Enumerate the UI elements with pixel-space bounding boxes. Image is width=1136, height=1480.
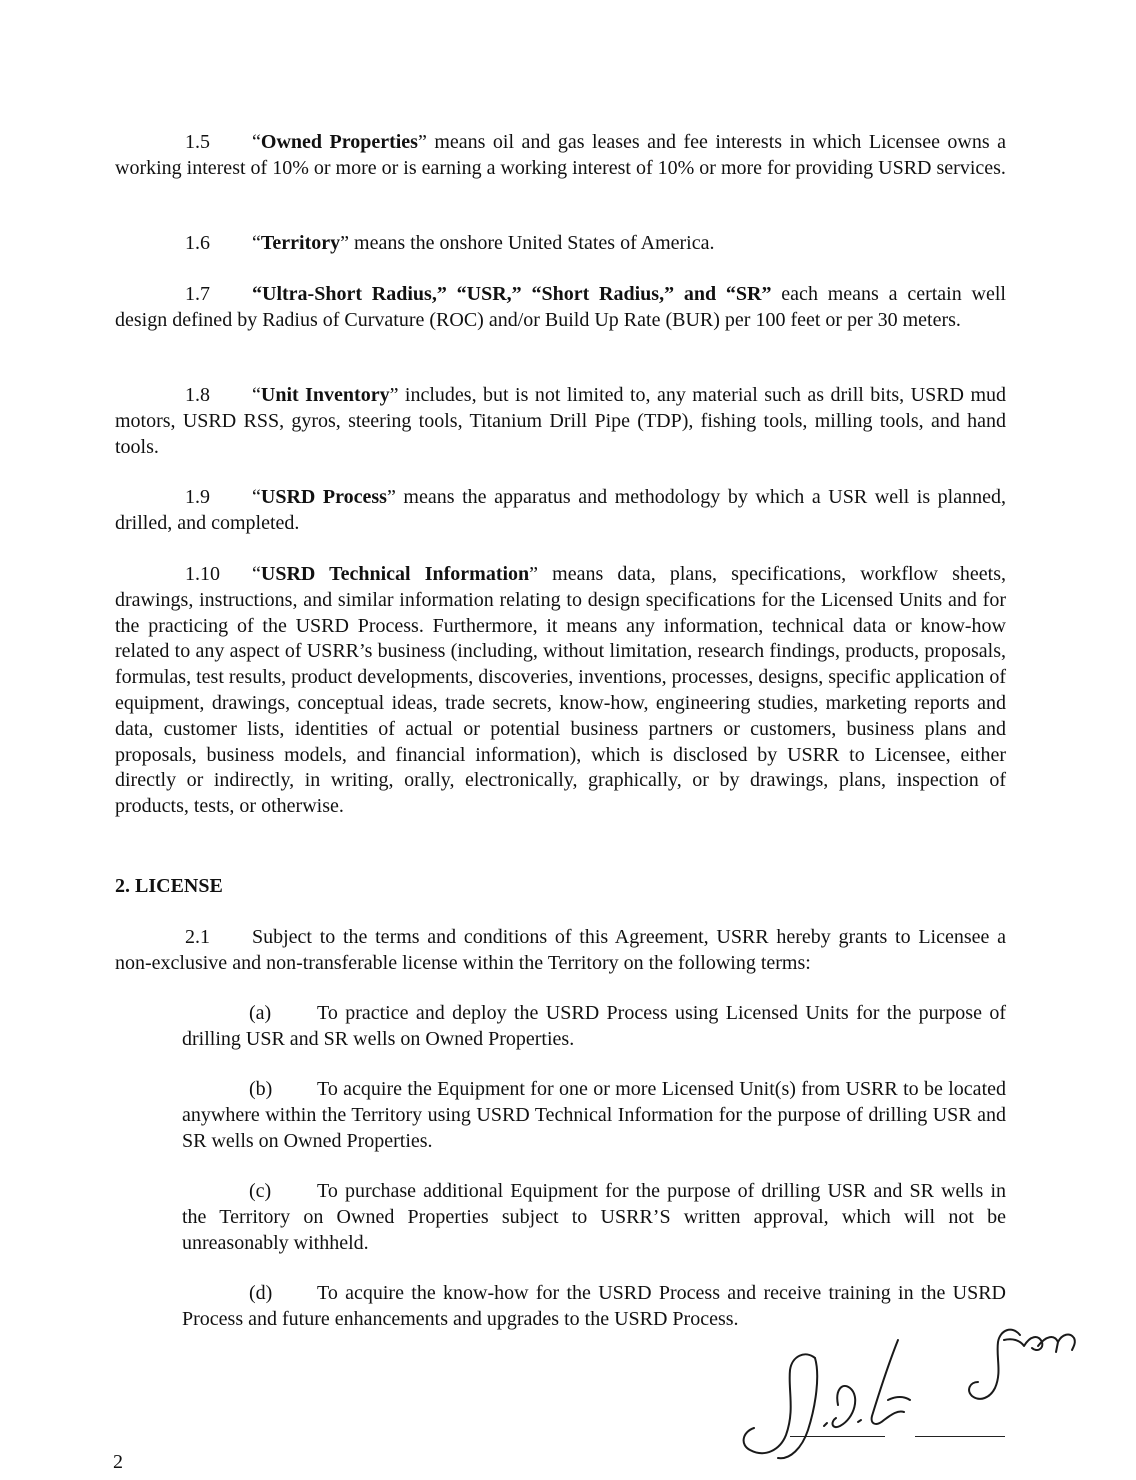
defined-term: Owned Properties (260, 131, 418, 153)
section-number: 1.8 (185, 384, 210, 406)
item-text: To purchase additional Equipment for the purpose of drilling USR and SR wells in the Territory on Owned Properties subject to USRR’S written approval, which will not be unreasonably withheld. (182, 1180, 1006, 1254)
section-text: means oil and gas leases and fee interests in which Licensee owns a working interest of 10% or more or is earning a working interest of 10% or more for providing USRD services. (115, 131, 1006, 179)
section-heading-license: 2. LICENSE (115, 875, 223, 897)
license-item-a (182, 1001, 1006, 1053)
item-text: To practice and deploy the USRD Process using Licensed Units for the purpose of drilling USR and SR wells on Owned Properties. (182, 1002, 1006, 1050)
section-number: 1.7 (185, 283, 210, 305)
defined-term: USRD Technical Information (260, 563, 530, 585)
section-text: means the apparatus and methodology by which a USR well is planned, drilled, and completed. (115, 486, 1006, 534)
defined-term: Unit Inventory (260, 384, 390, 406)
section-1-6: 1.6 “Territory” means the onshore United States of America. (115, 231, 1006, 257)
section-1-9: 1.9 “USRD Process” means the apparatus and methodology by which a USR well is planned, drilled, and completed. (115, 486, 1006, 534)
defined-term: Territory (260, 232, 341, 254)
section-number: 1.10 (185, 563, 220, 585)
section-text: each means a certain well design defined by Radius of Curvature (ROC) and/or Build Up Rate (BUR) per 100 feet or per 30 meters. (115, 283, 1006, 331)
section-number: 1.9 (185, 486, 210, 508)
section-text: includes, but is not limited to, any material such as drill bits, USRD mud motors, USRD RSS, gyros, steering tools, Titanium Drill Pipe (TDP), fishing tools, milling tools, and hand tools. (115, 384, 1006, 458)
section-1-7 (115, 282, 1006, 334)
section-number: 1.6 (185, 232, 210, 254)
section-text: means the onshore United States of America. (349, 232, 715, 254)
item-label: (c) (249, 1180, 272, 1202)
section-number: 1.5 (185, 131, 210, 153)
section-1-5: 1.5 “Owned Properties” means oil and gas leases and fee interests in which Licensee owns a working interest of 10% or more or is earning a working interest of 10% or more for providing USRD services. (115, 131, 1006, 179)
section-1-10: 1.10 “USRD Technical Information” means data, plans, specifications, workflow sheets, drawings, instructions, and similar information relating to design specifications for the Licensed Units and for the practicing of the USRD Process. Furthermore, it means any information, technical data or know-how related to any aspect of USRR’s business (including, without limitation, research findings, products, proposals, formulas, test results, product developments, discoveries, inventions, processes, designs, specific application of equipment, drawings, conceptual ideas, trade secrets, know-how, engineering studies, marketing reports and data, customer lists, identities of actual or potential business partners or customers, business plans and proposals, business models, and financial information), which is disclosed by USRR to Licensee, either directly or indirectly, in writing, orally, electronically, graphically, or by drawings, plans, inspection of products, tests, or otherwise. (115, 563, 1006, 818)
handwritten-initials-signature (720, 1300, 1100, 1480)
section-text: Subject to the terms and conditions of this Agreement, USRR hereby grants to Licensee a non-exclusive and non-transferable license within the Territory on the following terms: (115, 926, 1006, 974)
defined-term: USRD Process (260, 486, 387, 508)
item-text: To acquire the know-how for the USRD Process and receive training in the USRD Process and future enhancements and upgrades to the USRD Process. (182, 1282, 1006, 1330)
item-label: (b) (249, 1078, 273, 1100)
section-text: means data, plans, specifications, workflow sheets, drawings, instructions, and similar information relating to design specifications for the Licensed Units and for the practicing of the USRD Process. Furthermore, it means any information, technical data or know-how related to any aspect of USRR’s business (including, without limitation, research findings, products, proposals, formulas, test results, product developments, discoveries, inventions, processes, designs, specific application of equipment, drawings, conceptual ideas, trade secrets, know-how, engineering studies, marketing reports and data, customer lists, identities of actual or potential business partners or customers, business plans and proposals, business models, and financial information), which is disclosed by USRR to Licensee, either directly or indirectly, in writing, orally, electronically, graphically, or by drawings, plans, inspection of products, tests, or otherwise. (115, 563, 1006, 818)
section-number: 2.1 (185, 926, 210, 948)
license-item-c (182, 1179, 1006, 1256)
initials-area (720, 1300, 1100, 1480)
section-1-8: 1.8 “Unit Inventory” includes, but is not limited to, any material such as drill bits, USRD mud motors, USRD RSS, gyros, steering tools, Titanium Drill Pipe (TDP), fishing tools, milling tools, and hand tools. (115, 384, 1006, 458)
item-label: (d) (249, 1282, 273, 1304)
section-2-1 (115, 925, 1006, 977)
license-item-b (182, 1077, 1006, 1154)
defined-term: “Ultra-Short Radius,” “USR,” “Short Radius,” and “SR” (252, 283, 772, 305)
page-number: 2 (113, 1451, 123, 1473)
item-label: (a) (249, 1002, 272, 1024)
item-text: To acquire the Equipment for one or more Licensed Unit(s) from USRR to be located anywhere within the Territory using USRD Technical Information for the purpose of drilling USR and SR wells on Owned Properties. (182, 1078, 1006, 1152)
